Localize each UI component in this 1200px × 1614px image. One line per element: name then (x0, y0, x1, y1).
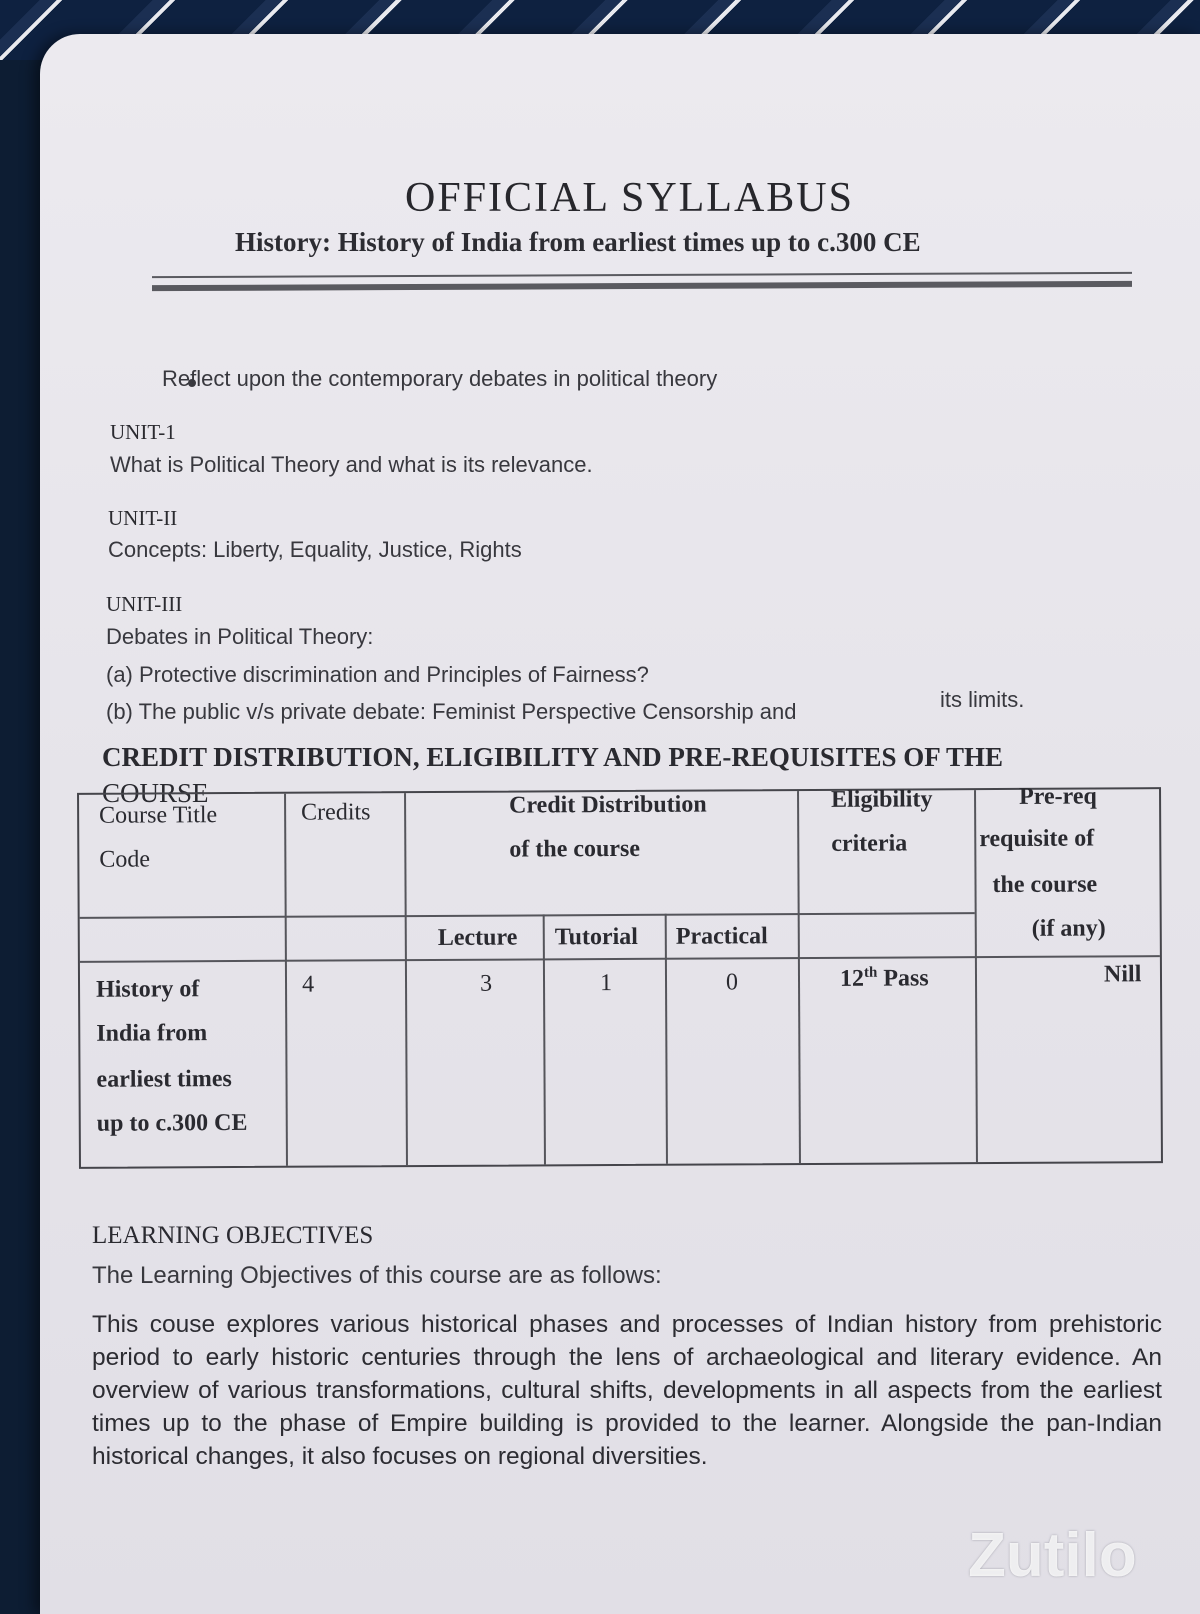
unit-3-item-b: (b) The public v/s private debate: Feminist Perspective Censorship and (106, 699, 797, 724)
header-eligibility-sub: criteria (831, 830, 908, 857)
header-eligibility: Eligibility (831, 786, 933, 813)
header-prereq-line2: requisite of (979, 825, 1095, 853)
tutorial-value: 1 (599, 970, 613, 997)
header-course-code: Code (99, 846, 151, 873)
unit-3-item-a: (a) Protective discrimination and Principles of Fairness? (106, 662, 649, 687)
unit-3-label: UNIT-III (106, 592, 183, 616)
learning-heading: LEARNING OBJECTIVES (92, 1222, 374, 1249)
practical-value: 0 (725, 969, 739, 996)
header-credit-distribution-sub: of the course (509, 835, 641, 863)
unit-1-text: What is Political Theory and what is its relevance. (110, 452, 593, 477)
header-rule-thick (152, 281, 1132, 291)
table-divider (284, 794, 288, 1166)
watermark-logo: Zutilo (968, 1521, 1137, 1590)
learning-paragraph: This couse explores various historical phases and processes of Indian history from prehistoric period to early historic centuries through the lens of archaeological and literary evidence. An overview of various transformations, cultural shifts, developments in all aspects from the earliest times up to the phase of Empire building is provided to the learner. Alongside the pan-Indian historical changes, it also focuses on regional diversities. (92, 1311, 1162, 1470)
table-divider (797, 791, 801, 1163)
eligibility-value: 12th Pass (839, 964, 929, 992)
table-divider (80, 912, 975, 919)
learning-intro: The Learning Objectives of this course are as follows: (92, 1262, 662, 1289)
header-rule-thin (152, 272, 1132, 278)
header-credit-distribution: Credit Distribution (509, 791, 707, 819)
table-divider (974, 790, 978, 1162)
lecture-value: 3 (479, 970, 493, 997)
header-prereq-line3: the course (992, 871, 1098, 899)
course-title-line2: India from (96, 1020, 208, 1047)
course-title-line3: earliest times (96, 1066, 232, 1093)
table-divider (80, 955, 1160, 963)
page-title: OFFICIAL SYLLABUS (405, 175, 854, 221)
prereq-value: Nill (1103, 961, 1142, 988)
header-tutorial: Tutorial (554, 923, 638, 951)
credits-value: 4 (301, 971, 315, 998)
table-divider (404, 793, 408, 1165)
header-credits: Credits (301, 799, 371, 826)
unit-3-item-b-cont: its limits. (940, 687, 1025, 712)
credit-heading-line2: COURSE (102, 778, 209, 808)
header-lecture: Lecture (437, 924, 518, 951)
header-practical: Practical (675, 923, 768, 950)
unit-2-text: Concepts: Liberty, Equality, Justice, Rights (108, 537, 522, 562)
header-prereq-line4: (if any) (1031, 915, 1106, 942)
table-divider (543, 914, 546, 1164)
unit-1-label: UNIT-1 (110, 420, 176, 444)
header-course-title: Course Title (99, 802, 218, 829)
header-prereq: Pre-req (1018, 783, 1097, 810)
page-subtitle: History: History of India from earliest times up to c.300 CE (235, 227, 921, 257)
intro-bullet-text: Reflect upon the contemporary debates in political theory (162, 366, 718, 391)
course-title-line1: History of (95, 976, 200, 1003)
unit-2-label: UNIT-II (108, 506, 178, 530)
unit-3-text: Debates in Political Theory: (106, 624, 374, 649)
credit-table (77, 783, 1163, 1169)
course-title-line4: up to c.300 CE (96, 1109, 248, 1137)
table-divider (665, 914, 668, 1164)
credit-heading-line1: CREDIT DISTRIBUTION, ELIGIBILITY AND PRE-REQUISITES OF THE (102, 742, 1004, 772)
